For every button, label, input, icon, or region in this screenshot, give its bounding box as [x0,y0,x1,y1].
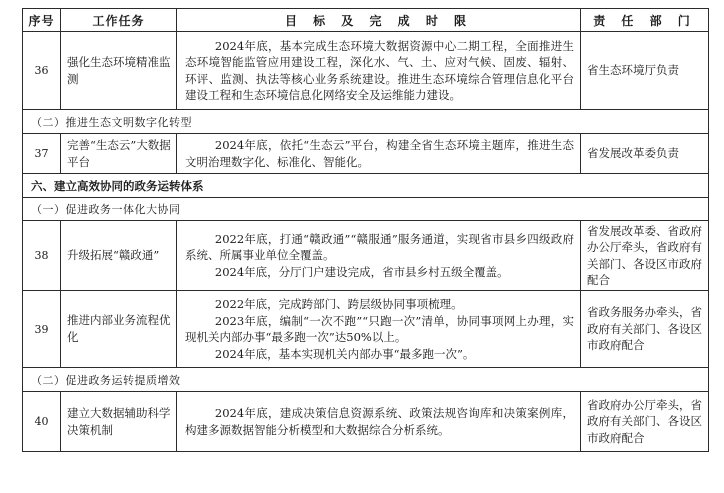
goal-paragraph: 2022年底，打通“赣政通”“赣服通”服务通道，实现省市县乡四级政府系统、所属事业单位全覆盖。 [185,231,574,263]
goal-paragraph: 2024年底，基本实现机关内部办事“最多跑一次”。 [214,346,475,361]
row-responsible: 省政务服务办牵头，省政府有关部门、各设区市政府配合 [581,291,709,368]
goal-paragraph: 2024年底，依托“生态云”平台，构建全省生态环境主题库，推进生态文明治理数字化、标准化、智能化。 [185,138,574,169]
header-goal: 目 标 及 完 成 时 限 [177,9,581,32]
section-row [23,110,709,134]
table-row [23,32,709,110]
row-number: 39 [23,291,61,368]
row-task: 推进内部业务流程优化 [61,291,177,368]
row-number: 36 [23,32,61,110]
goal-paragraph: 2022年底，完成跨部门、跨层级协同事项梳理。 [214,297,463,311]
header-resp: 责 任 部 门 [581,9,709,32]
row-task: 建立大数据辅助科学决策机制 [61,392,177,452]
row-task: 完善“生态云”大数据平台 [61,134,177,174]
row-responsible: 省发展改革委、省政府办公厅牵头，省政府有关部门、各设区市政府配合 [581,221,709,291]
goal-paragraph: 2024年底，建成决策信息资源系统、政策法规咨询库和决策案例库，构建多源数据智能分析模型和大数据综合分析系统。 [185,406,574,437]
header-no: 序号 [23,9,61,32]
row-goal [177,32,581,110]
table-row [23,291,709,368]
row-number: 40 [23,392,61,452]
table-row [23,134,709,174]
section-row [23,198,709,221]
row-goal [177,392,581,452]
table-row [23,392,709,452]
section-title: （二）促进政务运转提质增效 [23,368,709,392]
row-responsible: 省发展改革委负责 [581,134,709,174]
task-table [22,8,709,452]
row-number: 37 [23,134,61,174]
row-task: 强化生态环境精准监测 [61,32,177,110]
row-responsible: 省生态环境厅负责 [581,32,709,110]
section-row [23,368,709,392]
row-goal [177,134,581,174]
row-goal [177,291,581,368]
table-row [23,221,709,291]
section-title: （二）推进生态文明数字化转型 [23,110,709,134]
row-goal [177,221,581,291]
table-header-row [23,9,709,32]
goal-paragraph: 2024年底，基本完成生态环境大数据资源中心二期工程，全面推进生态环境智能监管应用建设工程，深化水、气、土、应对气候、固废、辐射、环评、监测、执法等核心业务系统建设。推进生态环境综合管理信息化平台建设工程和生态环境信息化网络安全及运维能力建设。 [185,38,574,102]
goal-paragraph: 2024年底，分厅门户建设完成，省市县乡村五级全覆盖。 [214,264,509,279]
major-section-title: 六、建立高效协同的政务运转体系 [23,174,709,198]
major-section-row [23,174,709,198]
row-responsible: 省政府办公厅牵头，省政府有关部门、各设区市政府配合 [581,392,709,452]
row-number: 38 [23,221,61,291]
section-title: （一）促进政务一体化大协同 [23,198,709,221]
policy-table-page [22,8,708,452]
row-task: 升级拓展“赣政通” [61,221,177,291]
header-task: 工作任务 [61,9,177,32]
goal-paragraph: 2023年底，编制“一次不跑”“只跑一次”清单，协同事项网上办理，实现机关内部办事“最多跑一次”达50%以上。 [185,313,574,344]
